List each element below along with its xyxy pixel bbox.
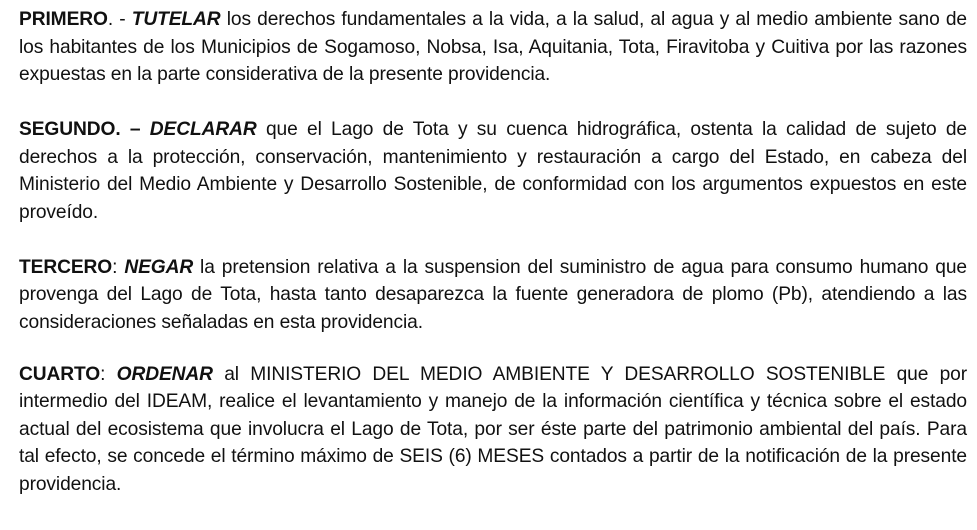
action-verb: NEGAR: [124, 256, 194, 278]
paragraph-text: al MINISTERIO DEL MEDIO AMBIENTE Y DESARROLLO SOSTENIBLE que por intermedio del IDEAM, realice el levantamiento y manejo de la información científica y técnica sobre el estado actual del ecosistema que involucra el Lago de Tota, por ser éste parte del patrimonio ambiental del país. Para tal efecto, se concede el término máximo de SEIS (6) MESES contados a partir de la notificación de la presente providencia.: [19, 363, 967, 495]
paragraph-text: los derechos fundamentales a la vida, a la salud, al agua y al medio ambiente sano de los habitantes de los Municipios de Sogamoso, Nobsa, Isa, Aquitania, Tota, Firavitoba y Cuitiva por las razones expuestas en la parte considerativa de la presente providencia.: [19, 9, 968, 85]
ordinal-label: PRIMERO: [19, 9, 108, 30]
action-verb: ORDENAR: [116, 363, 213, 385]
paragraph-segundo: [19, 116, 967, 226]
separator: :: [100, 363, 117, 385]
ordinal-label: SEGUNDO. –: [19, 119, 141, 140]
separator: [140, 119, 149, 140]
ordinal-label: TERCERO: [19, 256, 113, 278]
ordinal-label: CUARTO: [19, 363, 101, 385]
paragraph-tercero-clip: [19, 254, 967, 334]
paragraph-text: que el Lago de Tota y su cuenca hidrográfica, ostenta la calidad de sujeto de derechos a la protección, conservación, mantenimiento y restauración a cargo del Estado, en cabeza del Ministerio del Medio Ambiente y Desarrollo Sostenible, de conformidad con los argumentos expuestos en este proveído.: [19, 119, 967, 223]
separator: . -: [107, 9, 132, 30]
action-verb: DECLARAR: [149, 119, 257, 140]
action-verb: TUTELAR: [131, 9, 221, 30]
paragraph-tercero: [19, 254, 967, 334]
separator: :: [112, 256, 125, 278]
paragraph-cuarto: [19, 361, 967, 499]
paragraph-text: la pretension relativa a la suspension del suministro de agua para consumo humano que provenga del Lago de Tota, hasta tanto desaparezca la fuente generadora de plomo (Pb), atendiendo a las consideraciones señaladas en esta providencia.: [19, 256, 967, 333]
paragraph-primero: [19, 6, 967, 89]
